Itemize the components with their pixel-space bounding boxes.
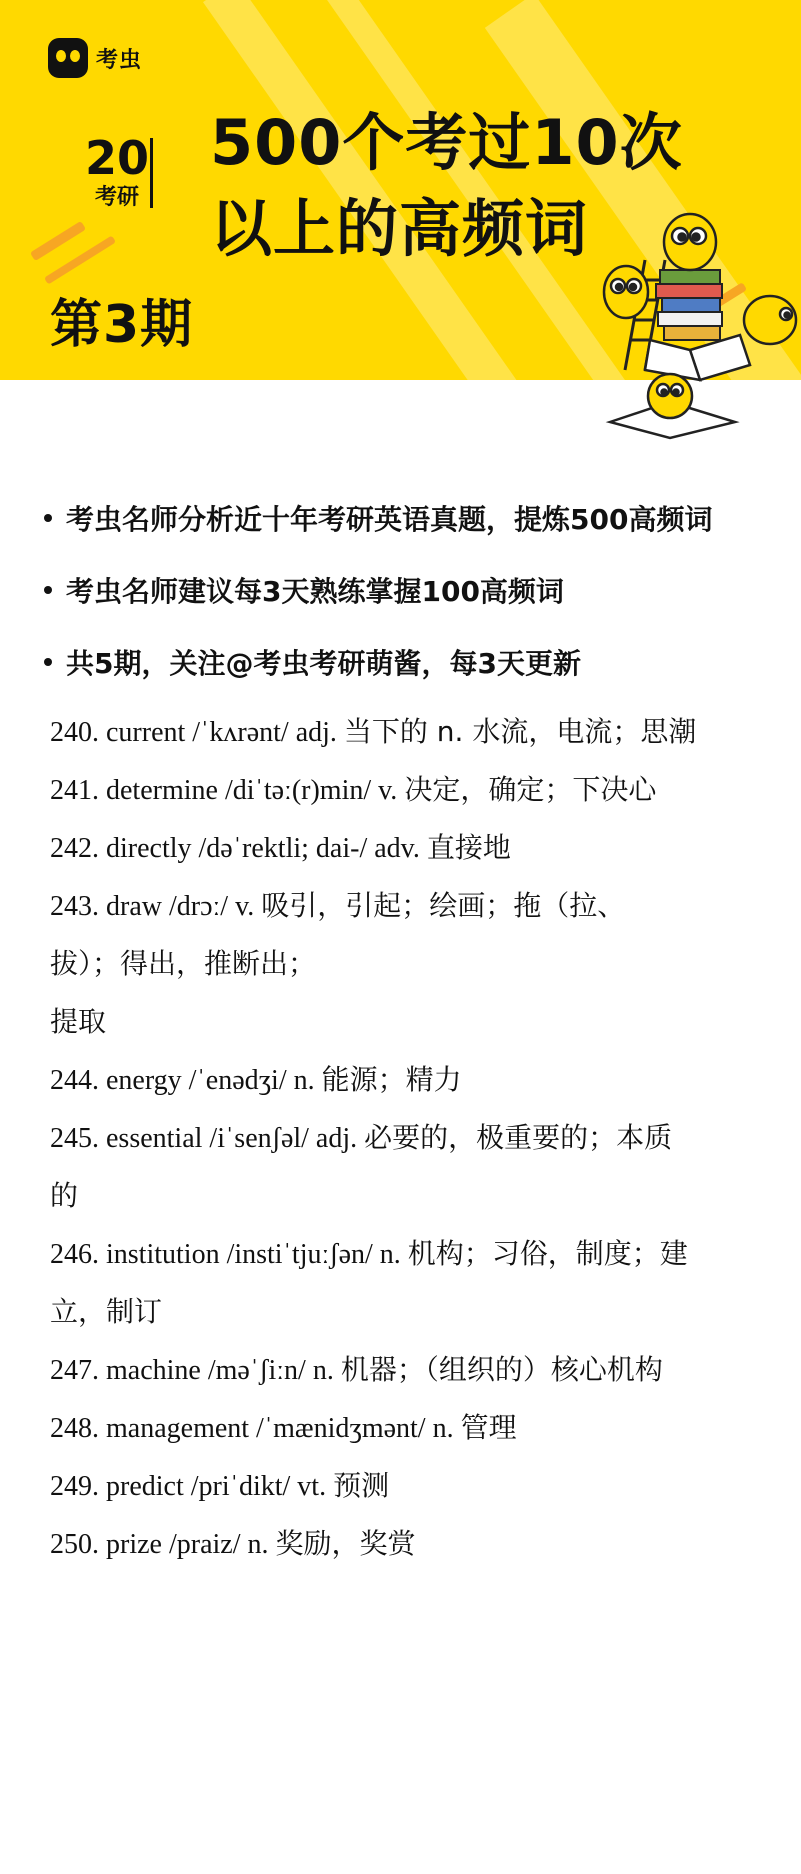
open-book-icon: [645, 335, 750, 380]
bullet-text: 考虫名师分析近十年考研英语真题，提炼500高频词: [66, 503, 713, 536]
brand-logo: [48, 38, 142, 78]
vocabulary-list: [50, 703, 756, 1573]
vocab-meaning: 必要的，极重要的；本质: [364, 1121, 673, 1154]
vocab-word: 250. prize /praiz/ n.: [50, 1529, 276, 1560]
vocab-word: 240. current /ˈkʌrənt/ adj.: [50, 717, 344, 748]
vocab-word: 241. determine /diˈtəː(r)min/ v.: [50, 775, 405, 806]
vocab-word: 247. machine /məˈʃiːn/ n.: [50, 1355, 341, 1386]
mascot-icon: [744, 296, 796, 344]
brand-name: 考虫: [96, 47, 143, 73]
mascot-icon: [604, 266, 648, 318]
year-number: 20: [84, 131, 149, 185]
vocab-meaning: 吸引，引起；绘画；拖（拉、: [261, 889, 626, 922]
vocab-line: [50, 993, 756, 1051]
vocab-line: [50, 1109, 756, 1167]
vocab-meaning: 提取: [50, 1005, 107, 1038]
vocab-meaning: 拔）；得出，推断出；: [50, 947, 317, 980]
vocab-meaning: 的: [50, 1179, 79, 1212]
list-item: [44, 626, 784, 698]
list-item: [44, 482, 784, 554]
vocab-line: [50, 819, 756, 877]
vocab-line: [50, 1225, 756, 1283]
bullet-text: 考虫名师建议每3天熟练掌握100高频词: [66, 575, 564, 608]
issue-label: 第3期: [50, 295, 194, 355]
vocab-meaning: 直接地: [426, 831, 511, 864]
vocab-meaning: 奖励，奖赏: [275, 1527, 416, 1560]
bullet-text: 共5期，关注@考虫考研萌酱，每3天更新: [66, 647, 581, 680]
vocab-meaning: 机构；习俗，制度；建: [407, 1237, 688, 1270]
vocab-line: [50, 703, 756, 761]
mascot-icon: [664, 214, 716, 270]
vocab-word: 242. directly /dəˈrektli; dai-/ adv.: [50, 833, 427, 864]
list-item: [44, 554, 784, 626]
bullet-icon: [44, 586, 52, 594]
year-label: 考研: [94, 185, 139, 210]
vocab-word: 245. essential /iˈsenʃəl/ adj.: [50, 1123, 365, 1154]
vocab-meaning: 管理: [460, 1411, 517, 1444]
vocab-line: [50, 1051, 756, 1109]
bug-logo-icon: [48, 38, 88, 78]
vocab-word: 249. predict /priˈdikt/ vt.: [50, 1471, 334, 1502]
vocab-line: [50, 1167, 756, 1225]
decor-brush: [30, 221, 86, 261]
vocab-word: 246. institution /instiˈtjuːʃən/ n.: [50, 1239, 408, 1270]
vocab-meaning: 机器；（组织的）核心机构: [340, 1353, 663, 1386]
vocab-word: 248. management /ˈmænidʒmənt/ n.: [50, 1413, 461, 1444]
vocab-line: [50, 877, 756, 935]
bullet-icon: [44, 658, 52, 666]
vocab-line: [50, 1341, 756, 1399]
vocab-line: [50, 935, 756, 993]
mascot-illustration: [590, 200, 801, 440]
vocab-line: [50, 1399, 756, 1457]
bullet-icon: [44, 514, 52, 522]
vocab-meaning: 预测: [333, 1469, 390, 1502]
vocab-word: 244. energy /ˈenədʒi/ n.: [50, 1065, 322, 1096]
book-stack-icon: [656, 270, 722, 340]
vocab-line: [50, 1283, 756, 1341]
divider: [150, 138, 153, 208]
vocab-line: [50, 761, 756, 819]
vocab-line: [50, 1457, 756, 1515]
vocab-meaning: 决定，确定；下决心: [404, 773, 657, 806]
mascot-icon: [610, 374, 735, 438]
vocab-meaning: 能源；精力: [321, 1063, 462, 1096]
vocab-meaning: 立，制订: [50, 1295, 163, 1328]
title-line-1: 500个考过10次: [210, 106, 683, 179]
vocab-meaning: 当下的 n. 水流，电流；思潮: [343, 715, 697, 748]
title-line-2: 以上的高频词: [210, 192, 589, 265]
vocab-word: 243. draw /drɔː/ v.: [50, 891, 262, 922]
vocab-line: [50, 1515, 756, 1573]
intro-bullets: [44, 482, 784, 698]
